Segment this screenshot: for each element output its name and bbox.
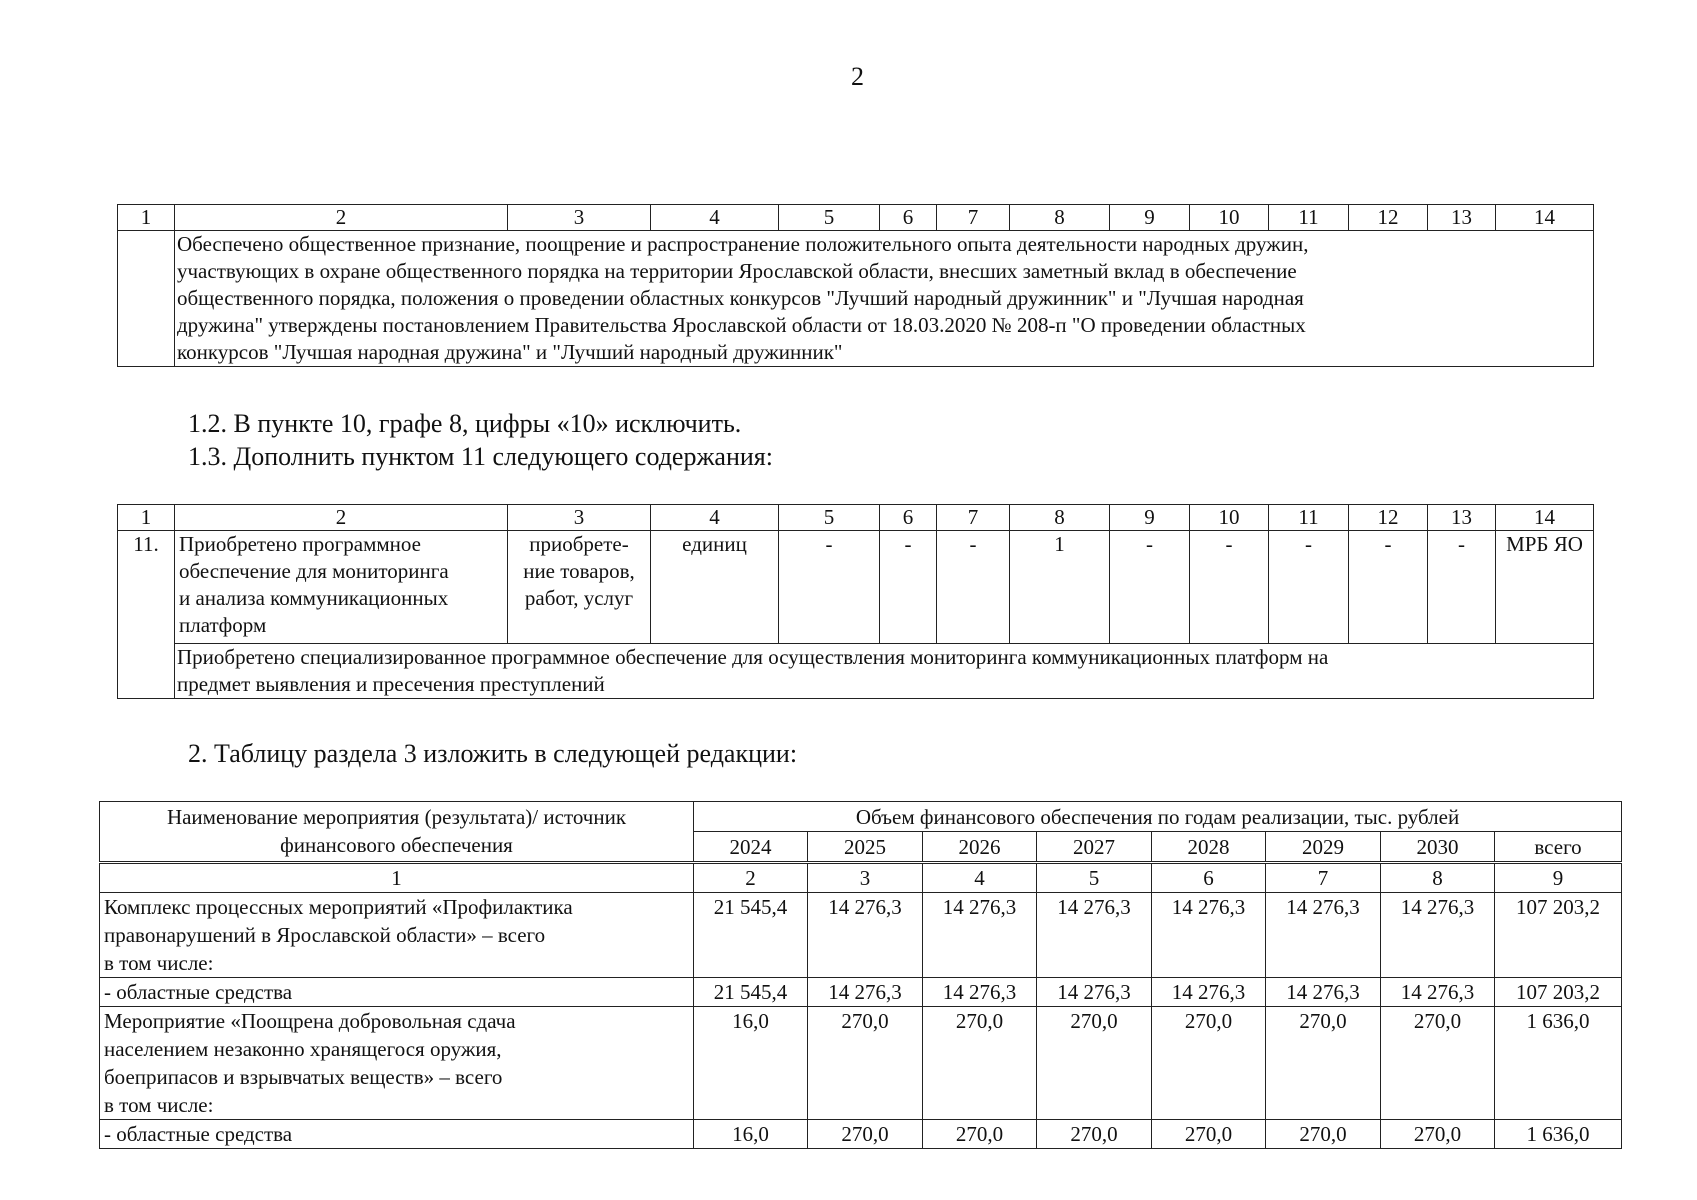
description-line: участвующих в охране общественного порядка на территории Ярославской области, внесших заметный вклад в обеспечение: [177, 259, 1297, 283]
col-number: 5: [779, 505, 880, 531]
col-number: 9: [1110, 205, 1190, 231]
value-cell: 14 276,3: [923, 978, 1037, 1007]
col-number: 8: [1381, 863, 1495, 893]
col-number: 13: [1428, 205, 1496, 231]
value-cell: 14 276,3: [808, 978, 923, 1007]
col-number: 5: [779, 205, 880, 231]
text-line: работ, услуг: [524, 586, 634, 610]
col-number: 6: [880, 505, 937, 531]
value-cell: 16,0: [694, 1007, 808, 1120]
row-name: - областные средства: [100, 1120, 694, 1149]
table-row: [118, 531, 1594, 644]
year-header: 2026: [923, 832, 1037, 863]
table-row: [100, 978, 1622, 1007]
col-number: 13: [1428, 505, 1496, 531]
text-line: платформ: [179, 613, 267, 637]
value-cell: 270,0: [1381, 1007, 1495, 1120]
col-number: 2: [175, 205, 508, 231]
paragraph-1-3: 1.3. Дополнить пунктом 11 следующего содержания:: [188, 442, 773, 471]
table-new-item-11: [117, 504, 1594, 699]
year-header: 2029: [1266, 832, 1381, 863]
col-number: 1: [118, 505, 175, 531]
value-cell: 270,0: [808, 1120, 923, 1149]
year-header: 2027: [1037, 832, 1152, 863]
column-number-row: [100, 863, 1622, 893]
col-number: 9: [1110, 505, 1190, 531]
value-cell: 14 276,3: [808, 893, 923, 978]
year-header: 2024: [694, 832, 808, 863]
text-line: Приобретено программное: [179, 532, 421, 556]
value-cell: 16,0: [694, 1120, 808, 1149]
value-cell: 14 276,3: [1381, 978, 1495, 1007]
col-number: 2: [175, 505, 508, 531]
description-line: конкурсов "Лучшая народная дружина" и "Лучший народный дружинник": [177, 340, 843, 364]
value-cell: -: [937, 531, 1010, 644]
description-cell: [175, 231, 1594, 367]
col-number: 10: [1190, 505, 1269, 531]
header-funding: Объем финансового обеспечения по годам реализации, тыс. рублей: [694, 802, 1622, 832]
text-line: и анализа коммуникационных: [179, 586, 449, 610]
col-number: 7: [937, 205, 1010, 231]
col-number: 6: [880, 205, 937, 231]
header-line: финансового обеспечения: [280, 833, 513, 857]
col-number: 3: [508, 205, 651, 231]
col-number: 6: [1152, 863, 1266, 893]
col-number: 14: [1496, 505, 1594, 531]
value-cell: 270,0: [1037, 1007, 1152, 1120]
year-header: 2025: [808, 832, 923, 863]
text-line: Мероприятие «Поощрена добровольная сдача: [104, 1009, 516, 1033]
col-number: 4: [923, 863, 1037, 893]
column-number-row: [118, 205, 1594, 231]
value-cell: 270,0: [1152, 1007, 1266, 1120]
item-number: 11.: [118, 531, 175, 699]
col-number: 11: [1269, 205, 1349, 231]
empty-cell: [118, 231, 175, 367]
total-cell: 1 636,0: [1495, 1120, 1622, 1149]
total-cell: 107 203,2: [1495, 978, 1622, 1007]
value-cell: 14 276,3: [923, 893, 1037, 978]
col-number: 4: [651, 205, 779, 231]
total-cell: 107 203,2: [1495, 893, 1622, 978]
text-line: приобрете-: [529, 532, 629, 556]
value-cell: 14 276,3: [1037, 978, 1152, 1007]
col-number: 12: [1349, 205, 1428, 231]
year-header: 2030: [1381, 832, 1495, 863]
unit-cell: единиц: [651, 531, 779, 644]
description-cell: [175, 644, 1594, 699]
page-number: 2: [851, 62, 864, 91]
text-line: в том числе:: [104, 1093, 214, 1117]
col-number: 10: [1190, 205, 1269, 231]
table-row: [100, 1120, 1622, 1149]
col-number: 3: [508, 505, 651, 531]
header-line: Наименование мероприятия (результата)/ источник: [166, 805, 627, 829]
table-row: [100, 1007, 1622, 1120]
value-cell: -: [1110, 531, 1190, 644]
row-name: [100, 893, 694, 978]
text-line: правонарушений в Ярославской области» – всего: [104, 923, 546, 947]
total-cell: 1 636,0: [1495, 1007, 1622, 1120]
responsible-cell: МРБ ЯО: [1496, 531, 1594, 644]
total-header: всего: [1495, 832, 1622, 863]
header-row: [100, 802, 1622, 832]
value-cell: 270,0: [808, 1007, 923, 1120]
value-cell: 270,0: [923, 1120, 1037, 1149]
value-cell: 14 276,3: [1266, 978, 1381, 1007]
col-number: 1: [118, 205, 175, 231]
description-line: дружина" утверждены постановлением Правительства Ярославской области от 18.03.2020 № 208-п "О проведении областных: [177, 313, 1306, 337]
text-line: ние товаров,: [523, 559, 635, 583]
text-line: обеспечение для мониторинга: [179, 559, 449, 583]
text-line: населением незаконно хранящегося оружия,: [104, 1037, 502, 1061]
col-number: 5: [1037, 863, 1152, 893]
value-cell: -: [1349, 531, 1428, 644]
col-number: 14: [1496, 205, 1594, 231]
col-number: 3: [808, 863, 923, 893]
value-cell: 14 276,3: [1266, 893, 1381, 978]
description-row: [118, 644, 1594, 699]
column-number-row: [118, 505, 1594, 531]
funding-table: [99, 801, 1622, 1149]
value-cell: -: [1190, 531, 1269, 644]
col-number: 2: [694, 863, 808, 893]
value-cell: 21 545,4: [694, 893, 808, 978]
text-line: Комплекс процессных мероприятий «Профилактика: [104, 895, 573, 919]
description-line: предмет выявления и пресечения преступлений: [177, 672, 605, 696]
value-cell: 270,0: [1037, 1120, 1152, 1149]
value-cell: 1: [1010, 531, 1110, 644]
value-cell: 270,0: [1266, 1120, 1381, 1149]
description-row: [118, 231, 1594, 367]
col-number: 12: [1349, 505, 1428, 531]
col-number: 4: [651, 505, 779, 531]
col-number: 7: [1266, 863, 1381, 893]
description-line: Обеспечено общественное признание, поощрение и распространение положительного опыта деятельности народных дружин,: [177, 232, 1309, 256]
value-cell: 270,0: [923, 1007, 1037, 1120]
value-cell: 270,0: [1266, 1007, 1381, 1120]
value-cell: 14 276,3: [1152, 978, 1266, 1007]
description-line: общественного порядка, положения о проведении областных конкурсов "Лучший народный дружинник" и "Лучшая народная: [177, 286, 1304, 310]
value-cell: -: [779, 531, 880, 644]
item-name-cell: [175, 531, 508, 644]
value-cell: 270,0: [1152, 1120, 1266, 1149]
value-cell: 14 276,3: [1152, 893, 1266, 978]
col-number: 9: [1495, 863, 1622, 893]
paragraph-1-2: 1.2. В пункте 10, графе 8, цифры «10» исключить.: [188, 409, 742, 438]
col-number: 8: [1010, 205, 1110, 231]
value-cell: 21 545,4: [694, 978, 808, 1007]
table-row: [100, 893, 1622, 978]
value-cell: -: [1269, 531, 1349, 644]
value-cell: -: [880, 531, 937, 644]
header-name-cell: [100, 802, 694, 863]
row-name: [100, 1007, 694, 1120]
col-number: 1: [100, 863, 694, 893]
text-line: боеприпасов и взрывчатых веществ» – всего: [104, 1065, 503, 1089]
value-cell: 14 276,3: [1381, 893, 1495, 978]
table-indicators-continued: [117, 204, 1594, 367]
value-cell: 270,0: [1381, 1120, 1495, 1149]
paragraph-2: 2. Таблицу раздела 3 изложить в следующей редакции:: [188, 739, 798, 768]
text-line: в том числе:: [104, 951, 214, 975]
item-type-cell: [508, 531, 651, 644]
description-line: Приобретено специализированное программное обеспечение для осуществления мониторинга коммуникационных платформ на: [177, 645, 1329, 669]
col-number: 8: [1010, 505, 1110, 531]
year-header: 2028: [1152, 832, 1266, 863]
col-number: 11: [1269, 505, 1349, 531]
col-number: 7: [937, 505, 1010, 531]
value-cell: -: [1428, 531, 1496, 644]
row-name: - областные средства: [100, 978, 694, 1007]
value-cell: 14 276,3: [1037, 893, 1152, 978]
